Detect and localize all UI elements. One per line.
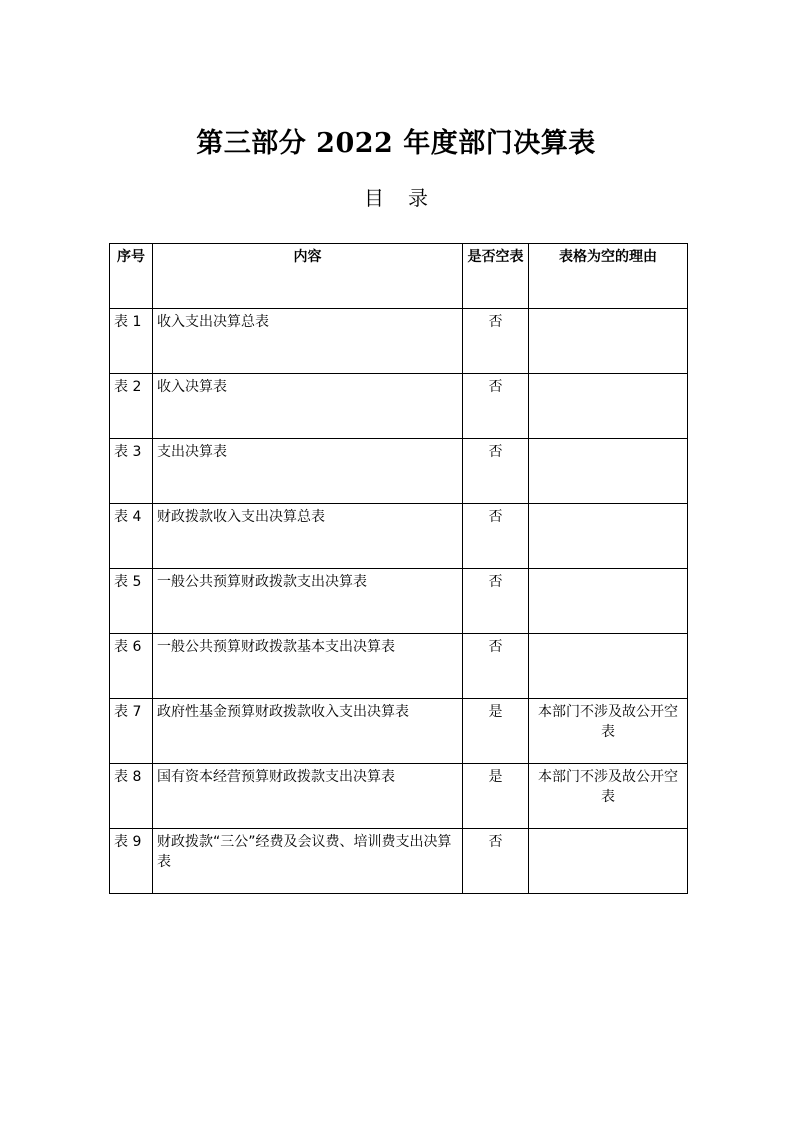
table-row	[110, 569, 688, 634]
row-content: 一般公共预算财政拨款支出决算表	[153, 569, 463, 634]
row-reason	[529, 374, 688, 439]
row-content: 政府性基金预算财政拨款收入支出决算表	[153, 699, 463, 764]
table-row	[110, 374, 688, 439]
table-row	[110, 764, 688, 829]
row-reason: 本部门不涉及故公开空表	[529, 699, 688, 764]
table-row	[110, 634, 688, 699]
row-reason	[529, 504, 688, 569]
row-content: 国有资本经营预算财政拨款支出决算表	[153, 764, 463, 829]
header-index: 序号	[110, 244, 153, 309]
row-content: 财政拨款收入支出决算总表	[153, 504, 463, 569]
row-is-empty: 否	[463, 569, 529, 634]
row-is-empty: 否	[463, 439, 529, 504]
row-reason	[529, 634, 688, 699]
row-content: 收入决算表	[153, 374, 463, 439]
row-index: 表 5	[110, 569, 153, 634]
row-index: 表 9	[110, 829, 153, 894]
row-content: 财政拨款“三公”经费及会议费、培训费支出决算表	[153, 829, 463, 894]
row-index: 表 2	[110, 374, 153, 439]
table-row	[110, 699, 688, 764]
row-is-empty: 是	[463, 699, 529, 764]
row-is-empty: 否	[463, 309, 529, 374]
table-of-contents-heading: 目录	[364, 186, 452, 210]
row-reason	[529, 309, 688, 374]
row-reason	[529, 829, 688, 894]
row-content: 收入支出决算总表	[153, 309, 463, 374]
row-index: 表 1	[110, 309, 153, 374]
page-title: 第三部分 2022 年度部门决算表	[196, 128, 596, 159]
row-is-empty: 否	[463, 504, 529, 569]
header-is-empty: 是否空表	[463, 244, 529, 309]
row-reason: 本部门不涉及故公开空表	[529, 764, 688, 829]
table-header-row	[110, 244, 688, 309]
row-index: 表 4	[110, 504, 153, 569]
row-is-empty: 否	[463, 829, 529, 894]
row-is-empty: 否	[463, 374, 529, 439]
row-index: 表 7	[110, 699, 153, 764]
table-row	[110, 439, 688, 504]
header-reason: 表格为空的理由	[529, 244, 688, 309]
table-row	[110, 309, 688, 374]
table-row	[110, 504, 688, 569]
row-index: 表 3	[110, 439, 153, 504]
row-is-empty: 否	[463, 634, 529, 699]
row-content: 一般公共预算财政拨款基本支出决算表	[153, 634, 463, 699]
contents-table	[109, 243, 688, 894]
row-index: 表 6	[110, 634, 153, 699]
row-reason	[529, 569, 688, 634]
row-index: 表 8	[110, 764, 153, 829]
row-reason	[529, 439, 688, 504]
header-content: 内容	[153, 244, 463, 309]
table-row	[110, 829, 688, 894]
row-is-empty: 是	[463, 764, 529, 829]
row-content: 支出决算表	[153, 439, 463, 504]
